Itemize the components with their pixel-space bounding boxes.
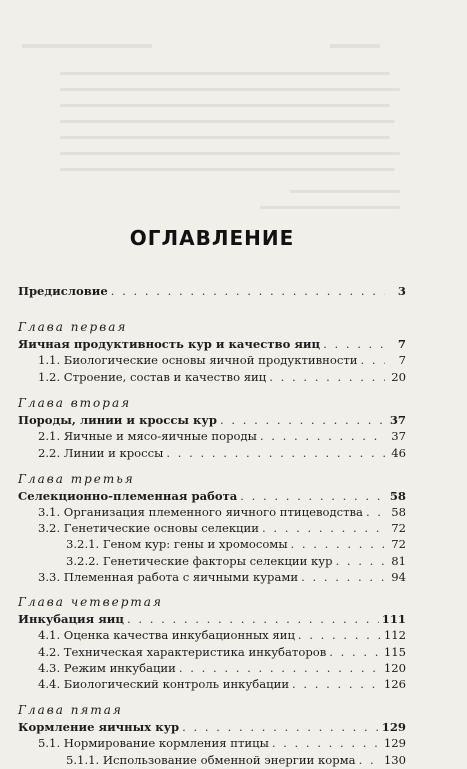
toc-entry-subsection	[18, 553, 406, 570]
toc-entry-preface	[18, 283, 406, 300]
show-through-text	[0, 0, 467, 230]
toc-entry-section	[18, 352, 406, 369]
toc-entry-section	[18, 504, 406, 521]
toc-entry-section	[18, 627, 406, 644]
chapter-label: Глава первая	[18, 320, 128, 334]
toc-entry-title: 2.1. Яичные и мясо-яичные породы	[38, 429, 257, 443]
toc-entry-chapter	[18, 611, 406, 628]
toc-entry-title: 3.2.2. Генетические факторы селекции кур	[66, 554, 333, 568]
toc-entry-title: Предисловие	[18, 284, 108, 298]
toc-entry-page: 7	[398, 353, 406, 367]
toc-entry-title: 3.2.1. Геном кур: гены и хромосомы	[66, 537, 288, 551]
toc-entry-page: 58	[389, 489, 406, 503]
toc-entry-title: Селекционно-племенная работа	[18, 489, 238, 503]
toc-entry-section	[18, 428, 406, 445]
chapter-label: Глава четвертая	[18, 595, 163, 609]
toc-entry-page: 129	[381, 720, 406, 734]
toc-entry-page: 3	[397, 284, 406, 298]
toc-entry-section	[18, 369, 406, 386]
toc-entry-title: 5.1.1. Использование обменной энергии корма	[66, 753, 356, 767]
chapter-label: Глава вторая	[18, 396, 132, 410]
chapter-label: Глава пятая	[18, 703, 123, 717]
toc-entry-page: 129	[383, 736, 406, 750]
toc-entry-page: 112	[383, 628, 406, 642]
toc-entry-page: 120	[383, 661, 406, 675]
toc-entry-section	[18, 520, 406, 537]
toc-entry-page: 126	[383, 677, 406, 691]
toc-entry-title: Породы, линии и кроссы кур	[18, 413, 217, 427]
toc-entry-section	[18, 445, 406, 462]
chapter-label: Глава третья	[18, 472, 135, 486]
toc-entry-title: 3.1. Организация племенного яичного птицеводства	[38, 505, 363, 519]
toc-entry-page: 58	[391, 505, 406, 519]
toc-entry-section	[18, 569, 406, 586]
toc-entry-title: 1.2. Строение, состав и качество яиц	[38, 370, 267, 384]
toc-entry-title: 5.1. Нормирование кормления птицы	[38, 736, 269, 750]
toc-entry-page: 20	[391, 370, 406, 384]
toc-entry-title: 2.2. Линии и кроссы	[38, 446, 164, 460]
toc-entry-chapter	[18, 488, 406, 505]
toc-entry-section	[18, 644, 406, 661]
toc-entry-page: 72	[391, 537, 406, 551]
toc-entry-page: 81	[391, 554, 406, 568]
page-title: ОГЛАВЛЕНИЕ	[129, 226, 295, 250]
toc-entry-page: 111	[381, 612, 406, 626]
toc-entry-page: 7	[397, 337, 406, 351]
toc-entry-page: 115	[383, 645, 406, 659]
toc-entry-title: 3.2. Генетические основы селекции	[38, 521, 259, 535]
toc-entry-title: Кормление яичных кур	[18, 720, 180, 734]
toc-entry-subsection	[18, 752, 406, 769]
toc-entry-subsection	[18, 536, 406, 553]
toc-entry-title: 4.3. Режим инкубации	[38, 661, 176, 675]
toc-entry-section	[18, 660, 406, 677]
toc-entry-title: Инкубация яиц	[18, 612, 124, 626]
toc-entry-chapter	[18, 412, 406, 429]
toc-entry-page: 94	[391, 570, 406, 584]
toc-entry-title: Яичная продуктивность кур и качество яиц	[18, 337, 321, 351]
toc-entry-section	[18, 676, 406, 693]
toc-entry-title: 4.4. Биологический контроль инкубации	[38, 677, 290, 691]
toc-entry-page: 37	[391, 429, 406, 443]
toc-entry-page: 130	[383, 753, 406, 767]
toc-entry-page: 72	[391, 521, 406, 535]
toc-entry-page: 37	[389, 413, 406, 427]
toc-entry-title: 4.2. Техническая характеристика инкубаторов	[38, 645, 327, 659]
toc-entry-chapter	[18, 336, 406, 353]
toc-entry-title: 1.1. Биологические основы яичной продуктивности	[38, 353, 358, 367]
toc-entry-section	[18, 735, 406, 752]
toc-entry-page: 46	[391, 446, 406, 460]
toc-entry-title: 4.1. Оценка качества инкубационных яиц	[38, 628, 295, 642]
toc-entry-chapter	[18, 719, 406, 736]
toc-entry-title: 3.3. Племенная работа с яичными курами	[38, 570, 299, 584]
